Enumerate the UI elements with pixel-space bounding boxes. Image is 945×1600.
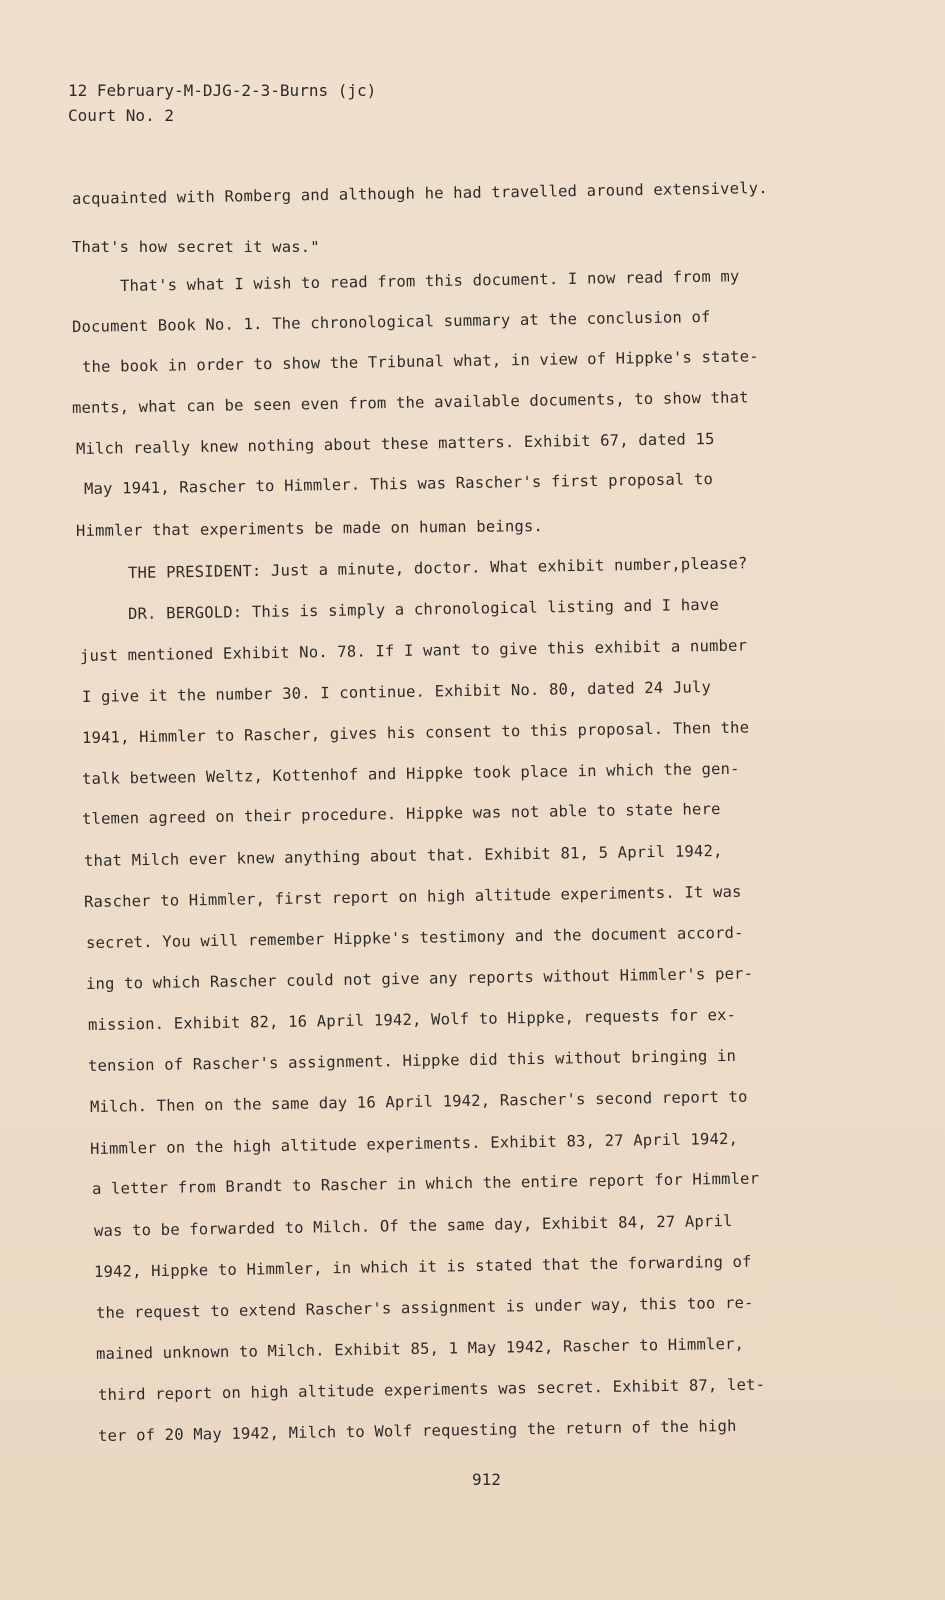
body-line: ments, what can be seen even from the available documents, to show that	[71, 388, 749, 417]
body-line: That's how secret it was."	[72, 238, 320, 256]
body-line: May 1941, Rascher to Himmler. This was Rascher's first proposal to	[83, 470, 714, 498]
body-line: the request to extend Rascher's assignment is under way, this too re-	[95, 1293, 754, 1322]
page-number: 912	[472, 1470, 501, 1489]
body-line: ing to which Rascher could not give any reports without Himmler's per-	[85, 964, 754, 993]
body-line: 1941, Himmler to Rascher, gives his consent to this proposal. Then the	[81, 718, 750, 747]
body-line: that Milch ever knew anything about that. Exhibit 81, 5 April 1942,	[83, 841, 723, 870]
body-line: Milch. Then on the same day 16 April 1942, Rascher's second report to	[89, 1087, 748, 1116]
body-line: 1942, Hippke to Himmler, in which it is stated that the forwarding of	[93, 1252, 752, 1281]
body-line: third report on high altitude experiments was secret. Exhibit 87, let-	[97, 1375, 766, 1404]
body-line: ter of 20 May 1942, Milch to Wolf requesting the return of the high	[97, 1416, 737, 1445]
body-line: mained unknown to Milch. Exhibit 85, 1 May 1942, Rascher to Himmler,	[95, 1334, 745, 1363]
body-line: I give it the number 30. I continue. Exhibit No. 80, dated 24 July	[81, 678, 712, 706]
body-line: Document Book No. 1. The chronological summary at the conclusion of	[71, 307, 711, 336]
body-line: DR. BERGOLD: This is simply a chronological listing and I have	[127, 595, 720, 623]
body-line: THE PRESIDENT: Just a minute, doctor. What exhibit number,please?	[127, 554, 748, 582]
body-line: the book in order to show the Tribunal what, in view of Hippke's state-	[81, 347, 759, 376]
body-line: Himmler on the high altitude experiments. Exhibit 83, 27 April 1942,	[89, 1129, 739, 1158]
header-reference: 12 February-M-DJG-2-3-Burns (jc)	[68, 81, 377, 100]
body-line: was to be forwarded to Milch. Of the same day, Exhibit 84, 27 April	[93, 1211, 733, 1240]
document-header	[68, 78, 376, 128]
body-line: tension of Rascher's assignment. Hippke did this without bringing in	[87, 1046, 737, 1075]
body-line: a letter from Brandt to Rascher in which the entire report for Himmler	[91, 1169, 760, 1198]
body-line: Himmler that experiments be made on human beings.	[75, 517, 544, 540]
body-line: talk between Weltz, Kottenhof and Hippke took place in which the gen-	[81, 759, 740, 788]
body-line: acquainted with Romberg and although he had travelled around extensively.	[71, 179, 768, 208]
body-line: That's what I wish to read from this document. I now read from my	[119, 267, 740, 295]
body-line: just mentioned Exhibit No. 78. If I want to give this exhibit a number	[79, 636, 748, 665]
body-line: Milch really knew nothing about these matters. Exhibit 67, dated 15	[75, 429, 715, 458]
header-court: Court No. 2	[68, 106, 174, 125]
body-line: secret. You will remember Hippke's testimony and the document accord-	[85, 923, 744, 952]
body-line: tlemen agreed on their procedure. Hippke was not able to state here	[81, 799, 721, 828]
body-line: mission. Exhibit 82, 16 April 1942, Wolf to Hippke, requests for ex-	[87, 1005, 737, 1034]
body-line: Rascher to Himmler, first report on high altitude experiments. It was	[83, 882, 742, 911]
